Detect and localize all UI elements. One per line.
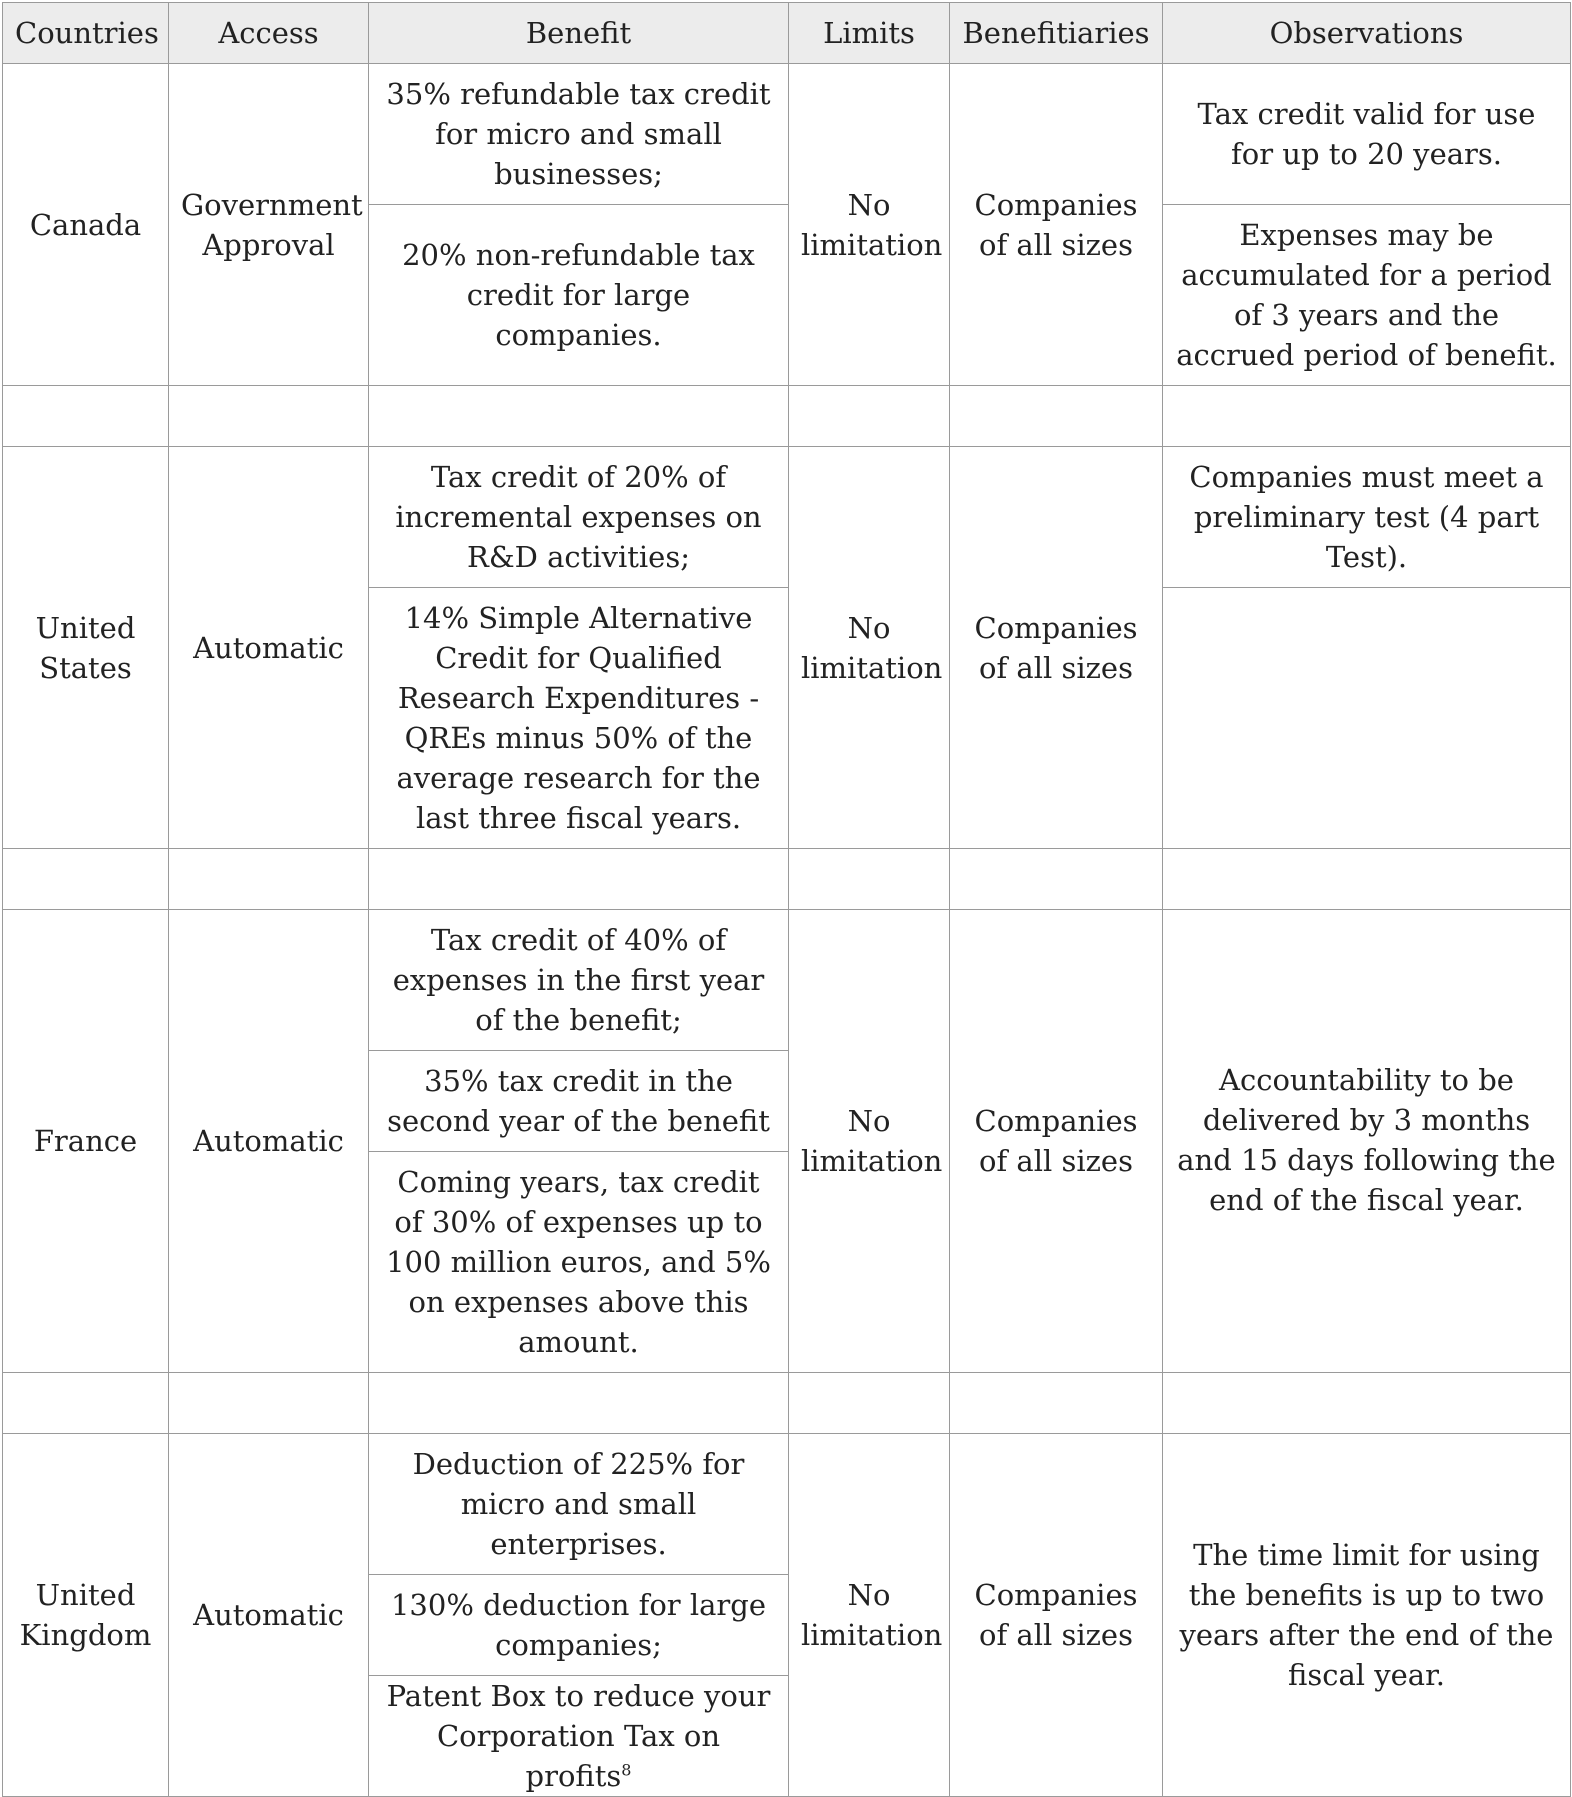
spacer-row <box>3 849 1571 910</box>
limits-cell: No limitation <box>789 910 950 1373</box>
observation-cell <box>1163 588 1571 849</box>
access-cell: Government Approval <box>169 64 369 386</box>
table-row <box>3 64 1571 205</box>
observation-cell: Expenses may be accumulated for a period of 3 years and the accrued period of benefit. <box>1163 205 1571 386</box>
spacer-row <box>3 386 1571 447</box>
access-cell: Automatic <box>169 910 369 1373</box>
access-cell: Automatic <box>169 447 369 849</box>
benefit-cell: 35% refundable tax credit for micro and small businesses; <box>369 64 789 205</box>
header-access: Access <box>169 3 369 64</box>
header-beneficiaries: Benefitiaries <box>950 3 1163 64</box>
table-row <box>3 1434 1571 1575</box>
benefit-cell: Tax credit of 40% of expenses in the first year of the benefit; <box>369 910 789 1051</box>
benefit-cell <box>369 1676 789 1797</box>
header-countries: Countries <box>3 3 169 64</box>
beneficiaries-cell: Companies of all sizes <box>950 1434 1163 1797</box>
beneficiaries-cell: Companies of all sizes <box>950 447 1163 849</box>
limits-cell: No limitation <box>789 64 950 386</box>
footnote-marker: 8 <box>621 1760 632 1780</box>
observation-cell: Tax credit valid for use for up to 20 years. <box>1163 64 1571 205</box>
access-cell: Automatic <box>169 1434 369 1797</box>
header-row <box>3 3 1571 64</box>
benefit-cell: Tax credit of 20% of incremental expenses on R&D activities; <box>369 447 789 588</box>
table-row <box>3 447 1571 588</box>
benefit-cell: 35% tax credit in the second year of the benefit <box>369 1051 789 1152</box>
benefit-text: Patent Box to reduce your Corporation Tax on profits <box>386 1679 771 1793</box>
header-limits: Limits <box>789 3 950 64</box>
benefit-cell: 14% Simple Alternative Credit for Qualified Research Expenditures - QREs minus 50% of the average research for the last three fiscal years. <box>369 588 789 849</box>
tax-incentives-table <box>2 2 1571 1797</box>
limits-cell: No limitation <box>789 1434 950 1797</box>
header-benefit: Benefit <box>369 3 789 64</box>
beneficiaries-cell: Companies of all sizes <box>950 910 1163 1373</box>
country-cell: Canada <box>3 64 169 386</box>
benefit-cell: 130% deduction for large companies; <box>369 1575 789 1676</box>
observation-cell: Companies must meet a preliminary test (4 part Test). <box>1163 447 1571 588</box>
observation-cell: Accountability to be delivered by 3 months and 15 days following the end of the fiscal year. <box>1163 910 1571 1373</box>
table-row <box>3 910 1571 1051</box>
observation-cell: The time limit for using the benefits is up to two years after the end of the fiscal year. <box>1163 1434 1571 1797</box>
benefit-cell: Coming years, tax credit of 30% of expenses up to 100 million euros, and 5% on expenses above this amount. <box>369 1152 789 1373</box>
country-cell: France <box>3 910 169 1373</box>
beneficiaries-cell: Companies of all sizes <box>950 64 1163 386</box>
header-observations: Observations <box>1163 3 1571 64</box>
spacer-row <box>3 1373 1571 1434</box>
benefit-cell: 20% non-refundable tax credit for large companies. <box>369 205 789 386</box>
country-cell: United States <box>3 447 169 849</box>
benefit-cell: Deduction of 225% for micro and small enterprises. <box>369 1434 789 1575</box>
country-cell: United Kingdom <box>3 1434 169 1797</box>
limits-cell: No limitation <box>789 447 950 849</box>
